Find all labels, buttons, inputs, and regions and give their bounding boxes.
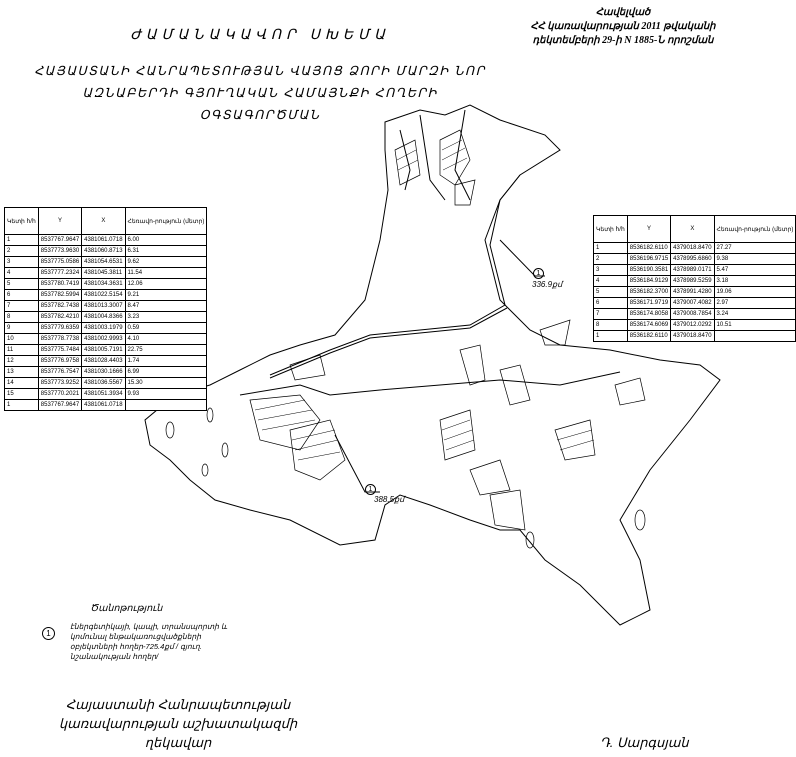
table-cell: 4379008.7854	[671, 309, 714, 320]
table-cell: 10.51	[714, 320, 796, 331]
table-cell: 4381002.9993	[82, 334, 125, 345]
table-cell: 4	[594, 276, 628, 287]
table-cell: 8537776.7547	[38, 367, 81, 378]
river-line	[240, 372, 620, 395]
table-cell: 8536190.3581	[627, 265, 670, 276]
parcel	[470, 460, 510, 495]
table-cell: 4.10	[125, 334, 207, 345]
table-cell: 7	[5, 301, 39, 312]
table-cell: 8536182.3700	[627, 287, 670, 298]
table-cell: 8	[5, 312, 39, 323]
table-cell: 4381054.6531	[82, 257, 125, 268]
table-cell: 8537776.9758	[38, 356, 81, 367]
table-header: X	[82, 208, 125, 235]
table-cell: 8537779.6359	[38, 323, 81, 334]
table-cell: 12	[5, 356, 39, 367]
legend-text: էներգետիկայի, կապի, տրանսպորտի և կոմունալ ենթակառուցվածքների օբյեկտների հողեր-725.4քմ / գյուղ. նշանակության հողեր/	[70, 622, 228, 661]
table-cell: 9.93	[125, 389, 207, 400]
table-cell: 8537767.9647	[38, 235, 81, 246]
parcel	[490, 490, 525, 530]
table-row	[594, 331, 796, 342]
table-header: Y	[627, 216, 670, 243]
table-cell: 4378989.0171	[671, 265, 714, 276]
table-cell: 6.31	[125, 246, 207, 257]
table-cell: 8536174.6069	[627, 320, 670, 331]
callout-marker-1: 1	[533, 268, 544, 279]
table-cell: 0.59	[125, 323, 207, 334]
table-cell: 5	[594, 287, 628, 298]
approval-line-1: Հավելված	[595, 7, 651, 18]
table-row	[5, 301, 207, 312]
signature-line-3: ղեկավար	[144, 735, 212, 750]
table-cell: 4378991.4280	[671, 287, 714, 298]
table-cell: 2.97	[714, 298, 796, 309]
table-cell: 4381005.7191	[82, 345, 125, 356]
table-header: Y	[38, 208, 81, 235]
table-cell: 15	[5, 389, 39, 400]
table-row	[5, 389, 207, 400]
table-row	[5, 334, 207, 345]
table-cell: 3.23	[125, 312, 207, 323]
coordinates-table-left	[4, 207, 207, 411]
parcel	[615, 378, 645, 405]
table-cell: 1	[594, 243, 628, 254]
table-cell: 8537773.9630	[38, 246, 81, 257]
table-row	[5, 312, 207, 323]
table-header: Կետի հ/հ	[5, 208, 39, 235]
table-row	[5, 323, 207, 334]
table-cell: 2	[5, 246, 39, 257]
table-cell: 8537778.7738	[38, 334, 81, 345]
table-row	[5, 268, 207, 279]
table-cell: 19.06	[714, 287, 796, 298]
table-cell: 8536184.9129	[627, 276, 670, 287]
table-cell: 27.27	[714, 243, 796, 254]
parcel	[290, 420, 345, 480]
table-cell: 8536174.8058	[627, 309, 670, 320]
parcel	[540, 320, 570, 345]
table-cell: 8	[594, 320, 628, 331]
table-cell: 4381004.8366	[82, 312, 125, 323]
signature-title	[28, 695, 328, 752]
table-row	[594, 309, 796, 320]
table-cell: 4378989.5259	[671, 276, 714, 287]
table-cell: 8537780.7419	[38, 279, 81, 290]
table-cell: 4381061.0718	[82, 235, 125, 246]
table-cell: 1	[5, 400, 39, 411]
parcel	[455, 180, 475, 205]
table-header: Կետի հ/հ	[594, 216, 628, 243]
parcel	[440, 130, 470, 185]
map-title: ԺԱՄԱՆԱԿԱՎՈՐ ՍԽԵՄԱ	[130, 26, 390, 42]
table-cell: 8537782.7438	[38, 301, 81, 312]
subtitle-line-2: ԱԶՆԱԲԵՐԴԻ ԳՅՈՒՂԱԿԱՆ ՀԱՄԱՅՆՔԻ ՀՈՂԵՐԻ ՕԳՏԱԳՈՐԾՄԱՆ	[82, 86, 438, 122]
table-cell: 4381003.1979	[82, 323, 125, 334]
table-cell: 14	[5, 378, 39, 389]
table-cell: 4379018.8470	[671, 243, 714, 254]
table-cell: 8537777.2324	[38, 268, 81, 279]
table-cell: 6	[5, 290, 39, 301]
parcel	[250, 395, 320, 450]
table-cell: 8536182.6110	[627, 331, 670, 342]
table-row	[5, 290, 207, 301]
table-cell: 4381022.5154	[82, 290, 125, 301]
table-cell: 4379012.0292	[671, 320, 714, 331]
callout-label-2: 388.5քմ	[374, 495, 405, 504]
table-header: Հեռավո-րություն (մետր)	[714, 216, 796, 243]
table-row	[5, 345, 207, 356]
table-row	[5, 400, 207, 411]
table-cell: 22.75	[125, 345, 207, 356]
approval-line-2: ՀՀ կառավարության 2011 թվականի	[530, 21, 716, 32]
table-row	[594, 265, 796, 276]
table-cell: 4381060.8713	[82, 246, 125, 257]
signature-line-1: Հայաստանի Հանրապետության	[65, 697, 291, 712]
table-cell: 6.00	[125, 235, 207, 246]
subtitle-line-1: ՀԱՅԱՍՏԱՆԻ ՀԱՆՐԱՊԵՏՈՒԹՅԱՆ ՎԱՅՈՑ ՁՈՐԻ ՄԱՐԶԻ ՆՈՐ	[34, 64, 486, 78]
callout-leader-2	[335, 435, 380, 492]
table-cell: 9	[5, 323, 39, 334]
coordinates-table-right	[593, 215, 796, 342]
table-row	[594, 287, 796, 298]
table-cell: 8536182.6110	[627, 243, 670, 254]
table-cell: 8537770.2021	[38, 389, 81, 400]
table-cell: 8537767.9647	[38, 400, 81, 411]
table-cell: 4381028.4403	[82, 356, 125, 367]
table-cell: 2	[594, 254, 628, 265]
table-row	[5, 279, 207, 290]
table-cell: 7	[594, 309, 628, 320]
table-cell: 8537775.7484	[38, 345, 81, 356]
table-cell: 8536171.9719	[627, 298, 670, 309]
table-cell: 11	[5, 345, 39, 356]
signature-line-2: կառավարության աշխատակազմի	[58, 716, 298, 731]
table-cell: 12.06	[125, 279, 207, 290]
table-cell: 4381013.3007	[82, 301, 125, 312]
parcel	[555, 420, 595, 460]
callout-marker-2: 1	[365, 484, 376, 495]
table-cell: 8536196.9715	[627, 254, 670, 265]
table-cell: 10	[5, 334, 39, 345]
table-row	[5, 356, 207, 367]
table-row	[5, 378, 207, 389]
callout-label-1: 336.9քմ	[532, 280, 563, 289]
table-cell: 4379007.4082	[671, 298, 714, 309]
table-cell: 3.24	[714, 309, 796, 320]
table-cell: 6	[594, 298, 628, 309]
parcel	[460, 345, 485, 385]
table-cell: 6.99	[125, 367, 207, 378]
table-cell: 4381034.3631	[82, 279, 125, 290]
parcel	[500, 365, 530, 405]
table-cell: 9.21	[125, 290, 207, 301]
table-cell: 4378995.6860	[671, 254, 714, 265]
table-row	[594, 254, 796, 265]
table-cell: 9.62	[125, 257, 207, 268]
table-cell	[714, 331, 796, 342]
table-row	[594, 276, 796, 287]
table-cell: 5.47	[714, 265, 796, 276]
table-cell: 15.30	[125, 378, 207, 389]
table-cell: 4381061.0718	[82, 400, 125, 411]
table-row	[5, 257, 207, 268]
table-cell: 11.54	[125, 268, 207, 279]
table-row	[5, 367, 207, 378]
table-cell: 8537775.0586	[38, 257, 81, 268]
table-cell: 4381045.3811	[82, 268, 125, 279]
table-cell: 9.38	[714, 254, 796, 265]
table-cell: 8537782.4210	[38, 312, 81, 323]
table-cell: 3.18	[714, 276, 796, 287]
table-cell: 4	[5, 268, 39, 279]
table-cell: 4381051.3934	[82, 389, 125, 400]
table-cell: 8537782.5994	[38, 290, 81, 301]
table-cell: 8537773.9252	[38, 378, 81, 389]
table-row	[594, 320, 796, 331]
table-cell	[125, 400, 207, 411]
table-cell: 13	[5, 367, 39, 378]
table-cell: 4381030.1666	[82, 367, 125, 378]
approval-line-3: դեկտեմբերի 29-ի N 1885-Ն որոշման	[532, 35, 714, 46]
legend-marker: 1	[42, 627, 55, 640]
legend-heading: Ծանոթություն	[90, 603, 163, 614]
table-cell: 1	[5, 235, 39, 246]
table-row	[594, 243, 796, 254]
road-line	[270, 175, 520, 375]
table-row	[5, 235, 207, 246]
table-cell: 4379018.8470	[671, 331, 714, 342]
table-row	[594, 298, 796, 309]
table-header: Հեռավո-րություն (մետր)	[125, 208, 207, 235]
table-cell: 5	[5, 279, 39, 290]
table-header: X	[671, 216, 714, 243]
table-cell: 4381036.5567	[82, 378, 125, 389]
table-cell: 8.47	[125, 301, 207, 312]
table-cell: 1	[594, 331, 628, 342]
table-row	[5, 246, 207, 257]
signatory-name: Դ. Սարգսյան	[600, 735, 689, 750]
table-cell: 3	[594, 265, 628, 276]
table-cell: 1.74	[125, 356, 207, 367]
table-cell: 3	[5, 257, 39, 268]
